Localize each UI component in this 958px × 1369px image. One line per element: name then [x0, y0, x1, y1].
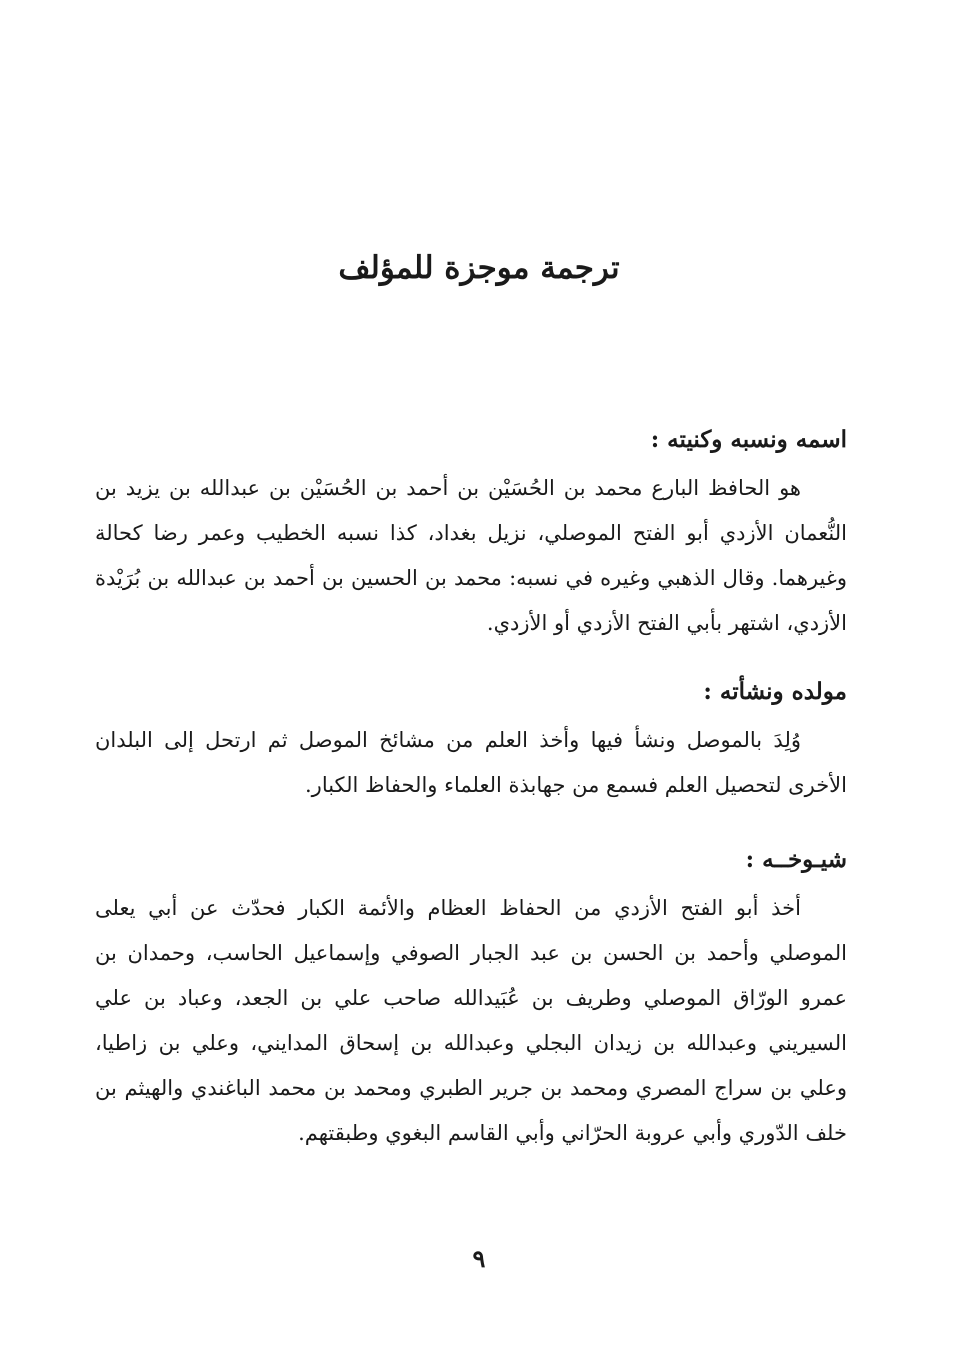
section-heading: مولده ونشأته :	[703, 678, 847, 705]
section-heading: اسمه ونسبه وكنيته :	[650, 426, 847, 453]
section-teachers	[95, 840, 847, 1156]
section-paragraph: هو الحافظ البارع محمد بن الحُسَيْن بن أحمد بن الحُسَيْن بن عبدالله بن يزيد بن النُّعمان الأزدي أبو الفتح الموصلي، نزيل بغداد، كذا نسبه الخطيب وعمر رضا كحالة وغيرهما. وقال الذهبي وغيره في نسبه: محمد بن الحسين بن أحمد بن عبدالله بن بُرَيْدة الأزدي، اشتهر بأبي الفتح الأزدي أو الأزدي.	[95, 476, 847, 635]
section-birth-upbringing	[95, 672, 847, 808]
section-name-lineage	[95, 420, 847, 646]
section-heading: شيـوخــه :	[745, 846, 847, 873]
page-title: ترجمة موجزة للمؤلف	[338, 250, 620, 286]
section-paragraph: وُلِدَ بالموصل ونشأ فيها وأخذ العلم من مشائخ الموصل ثم ارتحل إلى البلدان الأخرى لتحصيل العلم فسمع من جهابذة العلماء والحفاظ الكبار.	[95, 728, 847, 797]
page-number: ٩	[472, 1244, 486, 1273]
page-content	[95, 420, 847, 1156]
section-paragraph: أخذ أبو الفتح الأزدي من الحفاظ العظام والأئمة الكبار فحدّث عن أبي يعلى الموصلي وأحمد بن الحسن بن عبد الجبار الصوفي وإسماعيل الحاسب، وحمدان بن عمرو الورّاق الموصلي وطريف بن عُبَيدالله صاحب علي بن الجعد، وعباد بن علي السيريني وعبدالله بن زيدان البجلي وعبدالله بن إسحاق المدايني، وعلي بن زاطيا، وعلي بن سراج المصري ومحمد بن جرير الطبري ومحمد بن محمد الباغندي والهيثم بن خلف الدّوري وأبي عروبة الحرّاني وأبي القاسم البغوي وطبقتهم.	[95, 896, 847, 1145]
